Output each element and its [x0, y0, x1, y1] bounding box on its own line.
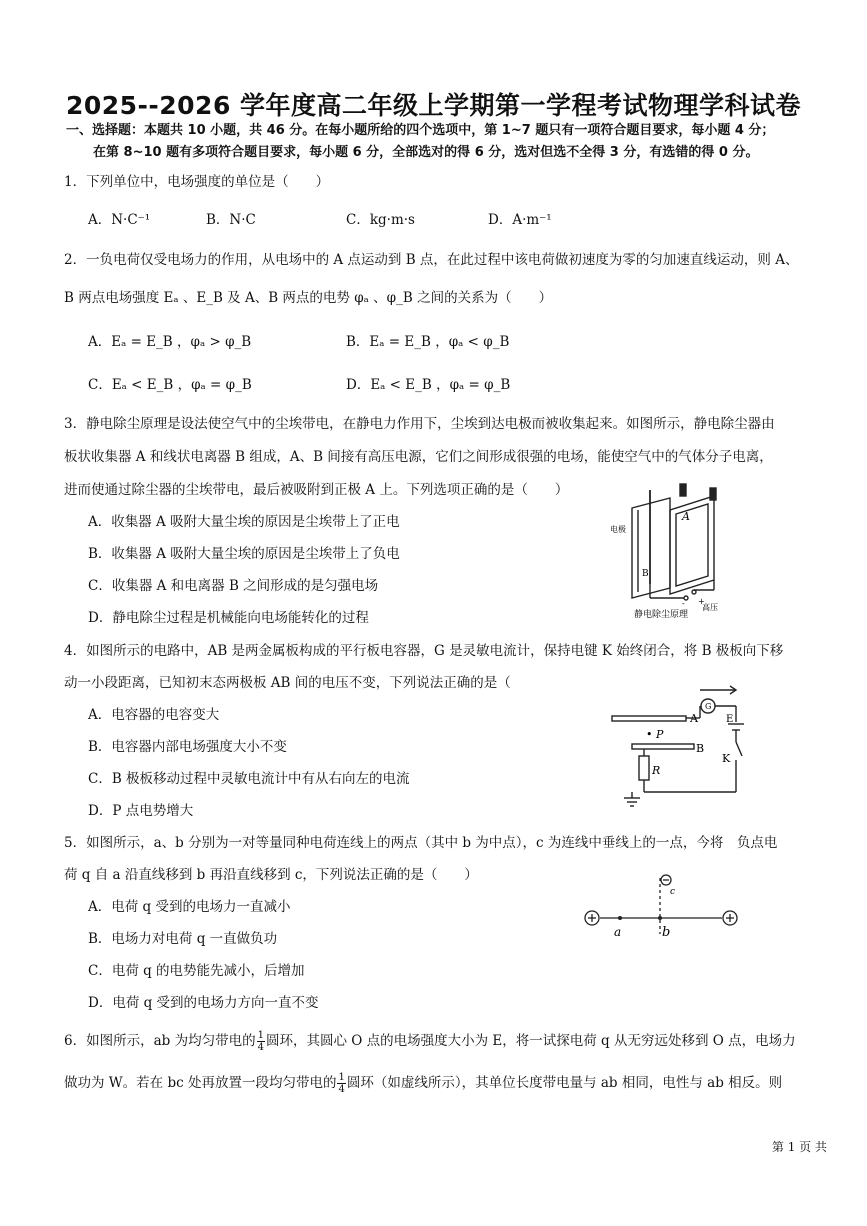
- label-plate-a: A: [690, 712, 698, 725]
- q6-fraction-1: [257, 1030, 265, 1053]
- q3-precipitator-figure: [610, 480, 750, 620]
- q4-stem-line2: 动一小段距离，已知初末态两极板 AB 间的电压不变，下列说法正确的是（: [64, 675, 511, 691]
- q6-stem-line2: [64, 1072, 782, 1095]
- q5-option-a: A．电荷 q 受到的电场力一直减小: [88, 899, 291, 915]
- q3-stem-line3: 进而使通过除尘器的尘埃带电，最后被吸附到正极 A 上。下列选项正确的是（ ）: [64, 482, 569, 498]
- label-plus: +: [698, 597, 705, 606]
- q6-stem-line1: [64, 1030, 796, 1053]
- label-minus: -: [682, 599, 685, 608]
- label-point-p: • P: [646, 728, 664, 741]
- label-b: B: [642, 569, 649, 579]
- q3-stem-line1: 3．静电除尘原理是设法使空气中的尘埃带电，在静电力作用下，尘埃到达电极而被收集起来。如图所示，静电除尘器由: [64, 416, 775, 432]
- q4-option-a: A．电容器的电容变大: [88, 707, 220, 723]
- q4-option-d: D．P 点电势增大: [88, 803, 194, 819]
- frac-numerator: 1: [338, 1072, 345, 1083]
- label-point-c: c: [670, 887, 676, 897]
- q3-option-b: B．收集器 A 吸附大量尘埃的原因是尘埃带上了负电: [88, 546, 400, 562]
- q1-option-b: B．N·C: [206, 212, 256, 228]
- q6-line2-part-b: 圆环（如虚线所示），其单位长度带电量与 ab 相同，电性与 ab 相反。则: [346, 1075, 783, 1091]
- q3-stem-line2: 板状收集器 A 和线状电离器 B 组成，A、B 间接有高压电源，它们之间形成很强的电场，能使空气中的气体分子电离，: [64, 449, 773, 465]
- section1-line1: 一、选择题：本题共 10 小题，共 46 分。在每小题所给的四个选项中，第 1~7 题只有一项符合题目要求，每小题 4 分；: [66, 123, 775, 138]
- frac-numerator: 1: [257, 1030, 264, 1041]
- label-high-voltage: 高压: [702, 603, 718, 612]
- q5-option-d: D．电荷 q 受到的电场力方向一直不变: [88, 995, 319, 1011]
- label-point-a: a: [614, 925, 622, 939]
- label-point-b: b: [662, 925, 671, 940]
- frac-denominator: 4: [257, 1042, 264, 1053]
- q1-option-c: C．kg·m·s: [346, 212, 415, 228]
- q4-option-b: B．电容器内部电场强度大小不变: [88, 739, 287, 755]
- label-electrode: 电极: [610, 525, 626, 534]
- q6-fraction-2: [337, 1072, 345, 1095]
- q5-option-b: B．电场力对电荷 q 一直做负功: [88, 931, 278, 947]
- q3-option-d: D．静电除尘过程是机械能向电场能转化的过程: [88, 610, 369, 626]
- label-a: A: [682, 510, 690, 523]
- q6-line1-part-b: 圆环，其圆心 O 点的电场强度大小为 E，将一试探电荷 q 从无穷远处移到 O 点，电场力: [265, 1033, 796, 1049]
- label-battery-e: E: [726, 714, 734, 725]
- q5-stem-line1: 5．如图所示，a、b 分别为一对等量同种电荷连线上的两点（其中 b 为中点），c 为连线中垂线上的一点，今将 负点电: [64, 835, 778, 851]
- q1-stem: 1．下列单位中，电场强度的单位是（ ）: [64, 174, 330, 190]
- q3-option-c: C．收集器 A 和电离器 B 之间形成的是匀强电场: [88, 578, 379, 594]
- section1-line2: 在第 8~10 题有多项符合题目要求，每小题 6 分，全部选对的得 6 分，选对但选不全得 3 分，有选错的得 0 分。: [93, 145, 759, 160]
- q3-figure-caption: 静电除尘原理: [634, 610, 689, 620]
- q6-line2-part-a: 做功为 W。若在 bc 处再放置一段均匀带电的: [64, 1075, 337, 1091]
- q2-option-a: A．Eₐ = E_B ，φₐ > φ_B: [88, 334, 252, 350]
- page-footer: 第 1 页 共: [771, 1140, 827, 1154]
- q6-line1-part-a: 6．如图所示，ab 为均匀带电的: [64, 1033, 256, 1049]
- q1-option-d: D．A·m⁻¹: [488, 212, 552, 228]
- q5-charges-figure: [576, 868, 746, 940]
- label-resistor-r: R: [652, 764, 661, 777]
- exam-title: 2025--2026 学年度高二年级上学期第一学程考试物理学科试卷: [65, 91, 802, 120]
- q2-stem-line2: B 两点电场强度 Eₐ 、E_B 及 A、B 两点的电势 φₐ 、φ_B 之间的关系为（ ）: [64, 290, 553, 306]
- q2-option-d: D．Eₐ < E_B ，φₐ = φ_B: [346, 377, 511, 393]
- q5-stem-line2: 荷 q 自 a 沿直线移到 b 再沿直线移到 c，下列说法正确的是（ ）: [64, 867, 478, 883]
- label-galvanometer: G: [705, 702, 712, 711]
- frac-denominator: 4: [338, 1084, 345, 1095]
- capacitor-plate-b: [632, 744, 694, 749]
- q2-option-b: B．Eₐ = E_B ，φₐ < φ_B: [346, 334, 510, 350]
- q1-option-a: A．N·C⁻¹: [88, 212, 151, 228]
- q2-option-c: C．Eₐ < E_B ，φₐ = φ_B: [88, 377, 252, 393]
- q4-stem-line1: 4．如图所示的电路中，AB 是两金属板构成的平行板电容器，G 是灵敏电流计，保持电键 K 始终闭合，将 B 极板向下移: [64, 643, 784, 659]
- q2-stem-line1: 2．一负电荷仅受电场力的作用，从电场中的 A 点运动到 B 点，在此过程中该电荷做初速度为零的匀加速直线运动，则 A、: [64, 252, 799, 268]
- label-switch-k: K: [722, 752, 731, 765]
- q3-option-a: A．收集器 A 吸附大量尘埃的原因是尘埃带上了正电: [88, 514, 400, 530]
- label-plate-b: B: [696, 742, 705, 755]
- q4-circuit-figure: [610, 682, 760, 810]
- q5-option-c: C．电荷 q 的电势能先减小，后增加: [88, 963, 305, 979]
- q4-option-c: C．B 极板移动过程中灵敏电流计中有从右向左的电流: [88, 771, 410, 787]
- resistor-r: [639, 756, 649, 780]
- capacitor-plate-a: [612, 716, 686, 721]
